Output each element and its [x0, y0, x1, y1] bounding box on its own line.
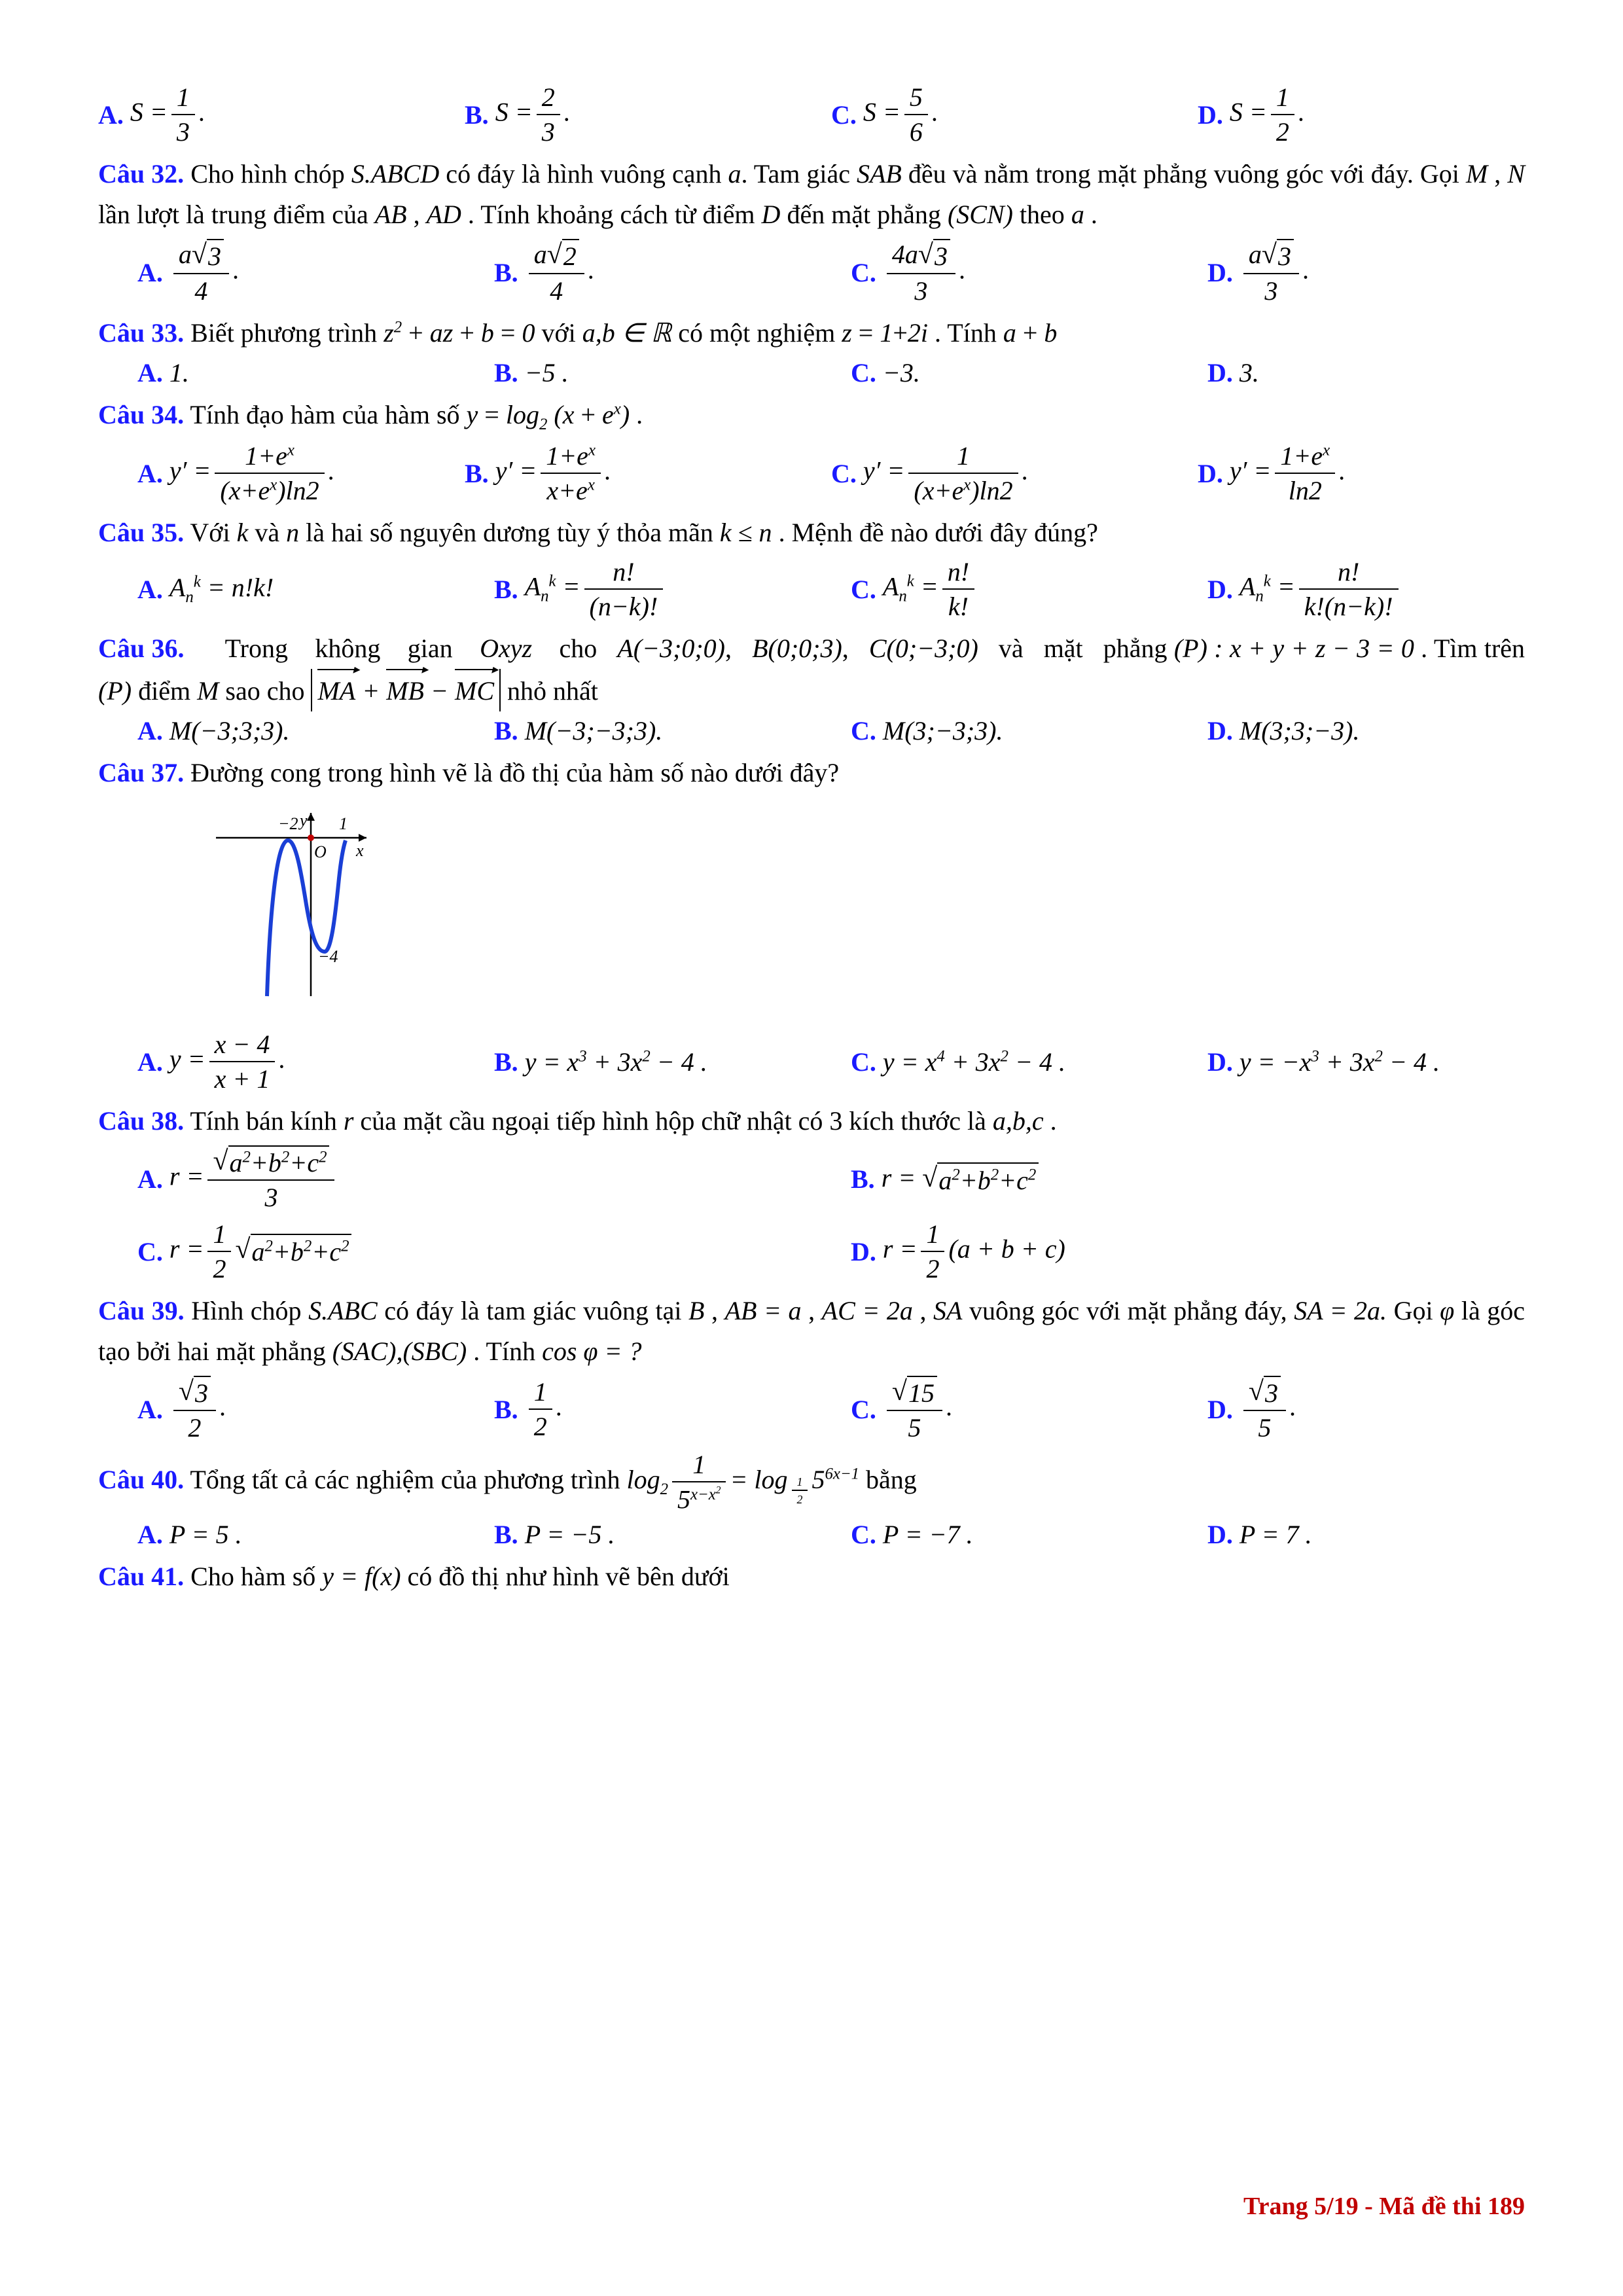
option-label-d: D.: [1207, 575, 1233, 605]
question-38-number: Câu 38.: [98, 1106, 185, 1136]
option-text-c: −3.: [882, 358, 920, 387]
option-b[interactable]: [455, 557, 812, 622]
option-label-d: D.: [1207, 716, 1233, 746]
question-39-stem: Câu 39. Hình chóp S.ABC có đáy là tam giác vuông tại B , AB = a , AC = 2a , SA vuông góc với mặt phẳng đáy, SA = 2a. Gọi φ là góc tạo bởi hai mặt phẳng (SAC),(SBC) . Tính cos φ = ?: [98, 1296, 1525, 1367]
question-38-options-row1: [98, 1145, 1525, 1213]
option-c[interactable]: [812, 715, 1168, 746]
label-x: x: [356, 841, 364, 861]
option-a[interactable]: [98, 1030, 455, 1094]
option-text-a: y′ = $\frac{1+e^x}{(x+e^x)\ln 2}$ .: [169, 441, 335, 506]
option-a[interactable]: [98, 82, 425, 147]
abs-expression: MA ▸ + MB ▸ − MC ▸: [311, 669, 501, 711]
option-label-c: C.: [851, 1520, 876, 1550]
option-label-a: A.: [137, 459, 163, 489]
option-text-d: $A_n^k$ = $\frac{n!}{k!(n-k)!}$: [1240, 557, 1402, 622]
option-label-c: C.: [851, 258, 876, 287]
option-text-a: 1.: [169, 358, 189, 387]
option-label-d: D.: [1207, 258, 1233, 287]
question-37-graph: [196, 800, 1525, 1026]
option-text-a: a √ 3 4 .: [169, 239, 240, 306]
option-c[interactable]: [812, 239, 1168, 306]
option-label-b: B.: [494, 1047, 518, 1077]
option-c[interactable]: [812, 1030, 1168, 1094]
option-a[interactable]: [98, 239, 455, 306]
option-text-c: √ 15 5 .: [883, 1376, 953, 1443]
option-text-c: M(3;−3;3).: [882, 716, 1003, 746]
option-label-a: A.: [137, 575, 163, 605]
option-b[interactable]: [465, 441, 792, 506]
option-text-c: 4a √ 3 3 .: [883, 239, 966, 306]
option-text-d: r = $\frac{1}{2}$ (a + b + c): [882, 1219, 1065, 1284]
option-label-b: B.: [494, 575, 518, 605]
option-text-b: y′ = $\frac{1+e^x}{x+e^x}$ .: [495, 441, 611, 506]
question-32-stem: Câu 32. Cho hình chóp S.ABCD có đáy là hình vuông cạnh a. Tam giác SAB đều và nằm trong mặt phẳng vuông góc với đáy. Gọi M , N lần lượt là trung điểm của AB , AD . Tính khoảng cách từ điểm D đến mặt phẳng (SCN) theo a .: [98, 159, 1525, 229]
option-a[interactable]: [98, 441, 465, 506]
option-d[interactable]: [1158, 82, 1525, 147]
option-d[interactable]: [1168, 557, 1525, 622]
option-label-c: C.: [831, 459, 857, 489]
option-label-c: C.: [851, 358, 876, 387]
option-text-a: P = 5 .: [169, 1520, 242, 1550]
question-38-stem: Câu 38. Tính bán kính r của mặt cầu ngoại tiếp hình hộp chữ nhật có 3 kích thước là a,b,c .: [98, 1106, 1057, 1136]
option-text-c: $y = x^4 + 3x^2 - 4$ .: [882, 1047, 1065, 1077]
option-c[interactable]: [792, 82, 1158, 147]
option-label-c: C.: [851, 1047, 876, 1077]
option-a[interactable]: [98, 1519, 455, 1550]
option-c[interactable]: [812, 1519, 1168, 1550]
page-footer: Trang 5/19 - Mã đề thi 189: [1243, 2193, 1525, 2220]
option-label-c: C.: [831, 100, 857, 130]
option-a[interactable]: [98, 1376, 455, 1443]
option-d[interactable]: [1168, 715, 1525, 746]
option-c[interactable]: [812, 357, 1168, 388]
question-38-options-row2: [98, 1219, 1525, 1284]
option-d[interactable]: [1168, 239, 1525, 306]
question-41-number: Câu 41.: [98, 1562, 185, 1592]
option-b[interactable]: [455, 1519, 812, 1550]
option-a[interactable]: [98, 557, 455, 622]
option-text-a: S = $\frac{1}{3}$ .: [130, 82, 205, 147]
option-label-a: A.: [137, 1520, 163, 1550]
option-c[interactable]: [812, 1376, 1168, 1443]
label-minus-2: −2: [278, 814, 298, 834]
label-minus-4: −4: [318, 947, 338, 967]
option-text-a: √ 3 2 .: [169, 1376, 226, 1443]
option-text-c: S = $\frac{5}{6}$ .: [863, 82, 938, 147]
option-text-d: $y = -x^3 + 3x^2 - 4$ .: [1239, 1047, 1440, 1077]
option-text-d: P = 7 .: [1239, 1520, 1312, 1550]
option-label-a: A.: [137, 1395, 163, 1425]
question-39-number: Câu 39.: [98, 1296, 185, 1326]
option-d[interactable]: [1168, 357, 1525, 388]
question-35-number: Câu 35.: [98, 518, 185, 548]
cubic-graph-svg: [196, 800, 432, 1022]
question-34-stem: Câu 34. Tính đạo hàm của hàm số $y = \log_2 (x + e^x)$ .: [98, 400, 643, 433]
option-text-d: y′ = $\frac{1+e^x}{\ln 2}$ .: [1229, 441, 1346, 506]
option-d[interactable]: [1168, 1376, 1525, 1443]
option-label-d: D.: [1207, 1395, 1233, 1425]
question-36-stem: Câu 36. Trong không gian Oxyz cho A(−3;0;0), B(0;0;3), C(0;−3;0) và mặt phẳng (P) : x + y + z − 3 = 0 . Tìm trên (P) điểm M sao cho MA ▸ + MB ▸ − MC ▸ nhỏ nhất: [98, 628, 1525, 711]
question-36-options: [98, 715, 1525, 746]
question-40-number: Câu 40.: [98, 1465, 185, 1495]
option-label-c: C.: [137, 1237, 163, 1267]
option-label-d: D.: [1198, 459, 1223, 489]
option-label-d: D.: [1207, 358, 1233, 387]
option-label-b: B.: [494, 358, 518, 387]
option-text-c: r = $\frac{1}{2}$ √ $a^2+b^2+c^2$: [169, 1219, 352, 1284]
option-c[interactable]: [98, 1219, 812, 1284]
option-b[interactable]: [455, 715, 812, 746]
option-label-a: A.: [98, 100, 124, 130]
option-c[interactable]: [812, 557, 1168, 622]
label-y: y: [300, 811, 308, 831]
option-label-d: D.: [1207, 1520, 1233, 1550]
option-label-b: B.: [494, 1520, 518, 1550]
option-text-b: M(−3;−3;3).: [524, 716, 663, 746]
option-b[interactable]: [455, 1030, 812, 1094]
option-text-a: M(−3;3;3).: [169, 716, 290, 746]
label-origin: O: [314, 842, 327, 862]
question-33-options: [98, 357, 1525, 388]
option-c[interactable]: [792, 441, 1158, 506]
option-text-a: y = $\frac{x - 4}{x + 1}$ .: [169, 1030, 286, 1094]
option-text-a: $A_n^k = n!k$!: [169, 573, 274, 607]
option-text-c: P = −7 .: [882, 1520, 973, 1550]
option-text-b: $y = x^3 + 3x^2 - 4$ .: [524, 1047, 707, 1077]
option-label-d: D.: [1207, 1047, 1233, 1077]
option-b[interactable]: [425, 82, 792, 147]
label-1: 1: [339, 814, 348, 834]
option-b[interactable]: [455, 357, 812, 388]
option-text-d: a √ 3 3 .: [1240, 239, 1310, 306]
option-label-a: A.: [137, 258, 163, 287]
question-40-stem: Câu 40. Tổng tất cả các nghiệm của phương trình $\log_2$ $\frac{1}{5^{x-x^2}}$ = log $_{\frac{1}{2}}$ $5^{6x-1}$ bằng: [98, 1450, 917, 1515]
curve-path: [267, 840, 346, 996]
option-label-c: C.: [851, 1395, 876, 1425]
option-text-b: r = √ $a^2+b^2+c^2$: [882, 1162, 1039, 1196]
question-32-number: Câu 32.: [98, 159, 185, 188]
option-text-d: √ 3 5 .: [1240, 1376, 1296, 1443]
option-text-b: −5 .: [524, 358, 569, 387]
option-text-c: y′ = $\frac{1}{(x+e^x)\ln 2}$ .: [863, 441, 1029, 506]
option-text-b: S = $\frac{2}{3}$ .: [495, 82, 571, 147]
option-label-d: D.: [1198, 100, 1223, 130]
option-d[interactable]: [1158, 441, 1525, 506]
option-label-a: A.: [137, 358, 163, 387]
question-37-stem: Câu 37. Đường cong trong hình vẽ là đồ thị của hàm số nào dưới đây?: [98, 758, 840, 788]
option-d[interactable]: [1168, 1519, 1525, 1550]
question-33-number: Câu 33.: [98, 318, 185, 348]
question-36-number: Câu 36.: [98, 634, 185, 664]
option-text-c: $A_n^k$ = $\frac{n!}{k!}$: [883, 557, 978, 622]
question-35-options: [98, 557, 1525, 622]
question-32-options: [98, 239, 1525, 306]
question-41-stem: Câu 41. Cho hàm số y = f(x) có đồ thị như hình vẽ bên dưới: [98, 1562, 730, 1592]
option-a[interactable]: [98, 357, 455, 388]
option-text-b: P = −5 .: [524, 1520, 615, 1550]
option-a[interactable]: [98, 1145, 812, 1213]
option-a[interactable]: [98, 715, 455, 746]
option-text-b: a √ 2 4 .: [525, 239, 595, 306]
option-label-a: A.: [137, 716, 163, 746]
question-34-options: [98, 441, 1525, 506]
option-label-b: B.: [465, 459, 489, 489]
option-b[interactable]: [812, 1145, 1525, 1213]
option-label-c: C.: [851, 716, 876, 746]
question-33-stem: Câu 33. Biết phương trình $z^2$ + az + b = 0 với a,b ∈ ℝ có một nghiệm z = 1+2i . Tính a + b: [98, 318, 1058, 348]
question-37-number: Câu 37.: [98, 758, 185, 788]
option-label-c: C.: [851, 575, 876, 605]
option-text-b: $\frac{1}{2}$ .: [525, 1377, 563, 1442]
option-d[interactable]: [812, 1219, 1525, 1284]
y-axis-arrow: [307, 813, 315, 821]
option-label-d: D.: [851, 1237, 876, 1267]
option-text-d: 3.: [1239, 358, 1259, 387]
option-text-d: M(3;3;−3).: [1239, 716, 1360, 746]
option-label-a: A.: [137, 1164, 163, 1194]
option-label-b: B.: [494, 716, 518, 746]
q31-options-row: [98, 82, 1525, 147]
option-text-a: r = √ $a^2+b^2+c^2$ 3: [169, 1145, 339, 1213]
option-label-b: B.: [465, 100, 489, 130]
option-label-b: B.: [851, 1164, 875, 1194]
option-text-d: S = $\frac{1}{2}$ .: [1229, 82, 1305, 147]
question-40-options: [98, 1519, 1525, 1550]
question-35-stem: Câu 35. Với k và n là hai số nguyên dương tùy ý thỏa mãn k ≤ n . Mệnh đề nào dưới đây đúng?: [98, 518, 1098, 548]
option-label-a: A.: [137, 1047, 163, 1077]
option-b[interactable]: [455, 1376, 812, 1443]
option-label-b: B.: [494, 1395, 518, 1425]
option-d[interactable]: [1168, 1030, 1525, 1094]
option-label-b: B.: [494, 258, 518, 287]
option-b[interactable]: [455, 239, 812, 306]
question-37-options: [98, 1030, 1525, 1094]
option-text-b: $A_n^k$ = $\frac{n!}{(n-k)!}$: [525, 557, 668, 622]
origin-dot: [308, 834, 314, 841]
question-34-number: Câu 34.: [98, 400, 185, 429]
question-39-options: [98, 1376, 1525, 1443]
